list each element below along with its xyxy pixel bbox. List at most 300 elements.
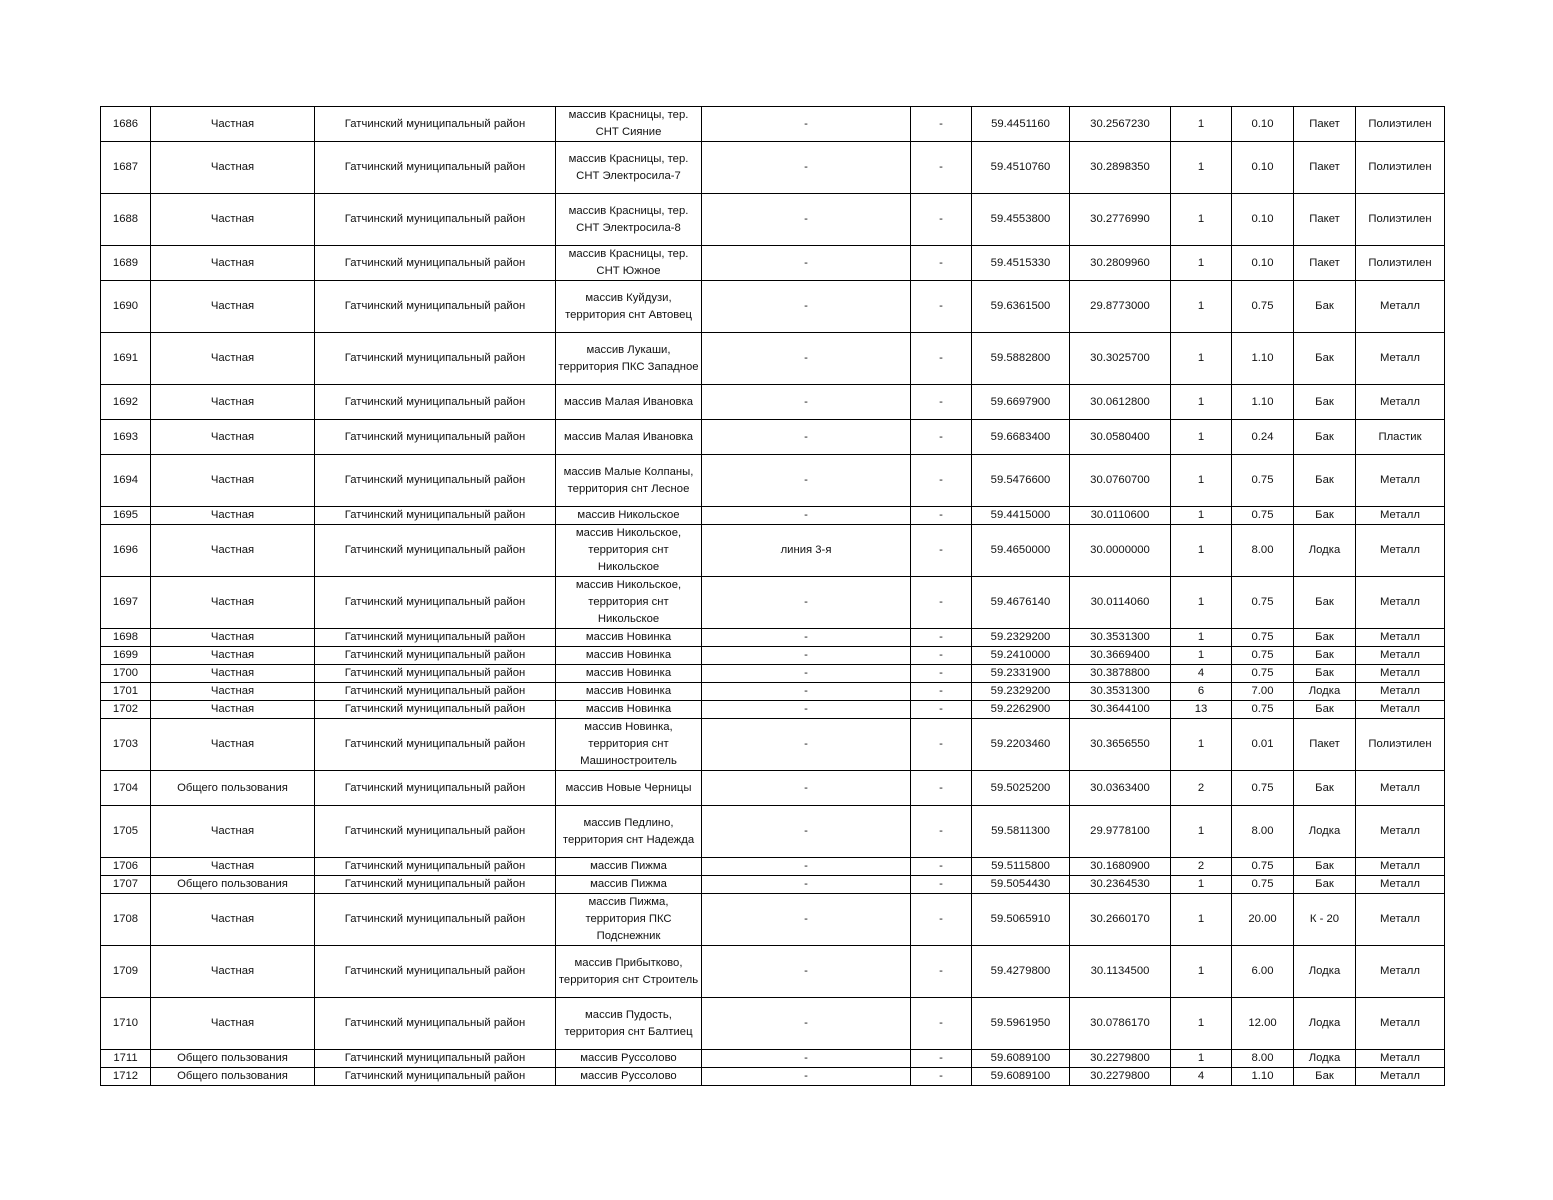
cell-longitude: 30.0580400 [1070, 420, 1171, 455]
cell-location: массив Красницы, тер. СНТ Южное [556, 246, 702, 281]
cell-container-count: 1 [1171, 577, 1232, 629]
table-row [101, 894, 1445, 946]
cell-container-volume: 8.00 [1232, 1050, 1294, 1068]
table-row [101, 858, 1445, 876]
cell-container-type: Бак [1294, 507, 1356, 525]
table-row [101, 647, 1445, 665]
table-body [101, 107, 1445, 1086]
table-row [101, 246, 1445, 281]
cell-row-number: 1702 [101, 701, 151, 719]
cell-district: Гатчинский муниципальный район [315, 647, 556, 665]
cell-district: Гатчинский муниципальный район [315, 806, 556, 858]
cell-container-type: Бак [1294, 385, 1356, 420]
cell-container-count: 1 [1171, 385, 1232, 420]
cell-street: - [702, 894, 911, 946]
cell-container-type: Лодка [1294, 525, 1356, 577]
cell-street: - [702, 858, 911, 876]
cell-latitude: 59.5882800 [972, 333, 1070, 385]
cell-location: массив Никольское, территория снт Никольское [556, 577, 702, 629]
cell-house: - [911, 1050, 972, 1068]
cell-house: - [911, 194, 972, 246]
cell-house: - [911, 946, 972, 998]
cell-house: - [911, 525, 972, 577]
cell-container-count: 1 [1171, 281, 1232, 333]
table-row [101, 333, 1445, 385]
cell-container-material: Металл [1356, 455, 1445, 507]
cell-ownership-type: Частная [151, 420, 315, 455]
table-row [101, 385, 1445, 420]
table-row [101, 107, 1445, 142]
cell-container-material: Металл [1356, 1050, 1445, 1068]
cell-container-type: Лодка [1294, 946, 1356, 998]
cell-latitude: 59.5115800 [972, 858, 1070, 876]
cell-ownership-type: Частная [151, 719, 315, 771]
cell-container-count: 4 [1171, 1068, 1232, 1086]
table-row [101, 876, 1445, 894]
cell-latitude: 59.4510760 [972, 142, 1070, 194]
cell-row-number: 1701 [101, 683, 151, 701]
cell-location: массив Куйдузи, территория снт Автовец [556, 281, 702, 333]
cell-longitude: 30.2660170 [1070, 894, 1171, 946]
cell-container-volume: 1.10 [1232, 1068, 1294, 1086]
cell-row-number: 1690 [101, 281, 151, 333]
cell-ownership-type: Частная [151, 683, 315, 701]
cell-district: Гатчинский муниципальный район [315, 876, 556, 894]
table-row [101, 525, 1445, 577]
cell-container-material: Металл [1356, 858, 1445, 876]
cell-container-type: Лодка [1294, 683, 1356, 701]
table-row [101, 683, 1445, 701]
cell-container-material: Полиэтилен [1356, 719, 1445, 771]
cell-house: - [911, 771, 972, 806]
cell-district: Гатчинский муниципальный район [315, 771, 556, 806]
cell-row-number: 1692 [101, 385, 151, 420]
cell-district: Гатчинский муниципальный район [315, 246, 556, 281]
cell-row-number: 1703 [101, 719, 151, 771]
cell-row-number: 1712 [101, 1068, 151, 1086]
cell-container-type: Бак [1294, 333, 1356, 385]
cell-container-material: Металл [1356, 683, 1445, 701]
cell-street: - [702, 281, 911, 333]
cell-latitude: 59.4676140 [972, 577, 1070, 629]
cell-location: массив Новинка, территория снт Машиностроитель [556, 719, 702, 771]
cell-longitude: 30.3669400 [1070, 647, 1171, 665]
cell-latitude: 59.6683400 [972, 420, 1070, 455]
cell-house: - [911, 1068, 972, 1086]
cell-container-count: 1 [1171, 420, 1232, 455]
cell-container-volume: 0.10 [1232, 142, 1294, 194]
cell-longitude: 30.0786170 [1070, 998, 1171, 1050]
cell-container-volume: 1.10 [1232, 385, 1294, 420]
cell-house: - [911, 246, 972, 281]
cell-house: - [911, 894, 972, 946]
cell-longitude: 30.2809960 [1070, 246, 1171, 281]
cell-ownership-type: Частная [151, 333, 315, 385]
cell-district: Гатчинский муниципальный район [315, 455, 556, 507]
cell-container-type: Бак [1294, 1068, 1356, 1086]
cell-ownership-type: Частная [151, 946, 315, 998]
table-row [101, 665, 1445, 683]
table-row [101, 701, 1445, 719]
cell-district: Гатчинский муниципальный район [315, 998, 556, 1050]
cell-longitude: 30.3656550 [1070, 719, 1171, 771]
cell-container-volume: 0.75 [1232, 858, 1294, 876]
cell-container-material: Полиэтилен [1356, 142, 1445, 194]
cell-container-volume: 0.75 [1232, 629, 1294, 647]
cell-district: Гатчинский муниципальный район [315, 142, 556, 194]
cell-container-volume: 0.75 [1232, 577, 1294, 629]
cell-house: - [911, 647, 972, 665]
cell-container-material: Металл [1356, 507, 1445, 525]
cell-container-type: Пакет [1294, 719, 1356, 771]
cell-latitude: 59.6089100 [972, 1068, 1070, 1086]
cell-container-volume: 0.24 [1232, 420, 1294, 455]
table-row [101, 946, 1445, 998]
table-row [101, 420, 1445, 455]
cell-street: - [702, 577, 911, 629]
cell-location: массив Малая Ивановка [556, 385, 702, 420]
cell-container-material: Металл [1356, 525, 1445, 577]
cell-container-count: 1 [1171, 525, 1232, 577]
cell-house: - [911, 806, 972, 858]
cell-container-volume: 20.00 [1232, 894, 1294, 946]
cell-container-count: 13 [1171, 701, 1232, 719]
cell-location: массив Руссолово [556, 1068, 702, 1086]
cell-latitude: 59.5811300 [972, 806, 1070, 858]
cell-container-count: 1 [1171, 246, 1232, 281]
cell-ownership-type: Общего пользования [151, 771, 315, 806]
cell-street: - [702, 647, 911, 665]
cell-ownership-type: Частная [151, 701, 315, 719]
cell-container-type: Бак [1294, 281, 1356, 333]
cell-district: Гатчинский муниципальный район [315, 1050, 556, 1068]
cell-street: - [702, 665, 911, 683]
cell-ownership-type: Частная [151, 281, 315, 333]
cell-row-number: 1695 [101, 507, 151, 525]
table-row [101, 507, 1445, 525]
cell-latitude: 59.5025200 [972, 771, 1070, 806]
cell-location: массив Пижма [556, 858, 702, 876]
cell-container-material: Пластик [1356, 420, 1445, 455]
cell-house: - [911, 629, 972, 647]
waste-sites-table [100, 106, 1445, 1086]
cell-longitude: 30.2364530 [1070, 876, 1171, 894]
cell-container-material: Металл [1356, 333, 1445, 385]
cell-container-volume: 0.75 [1232, 455, 1294, 507]
cell-house: - [911, 665, 972, 683]
cell-container-type: Бак [1294, 577, 1356, 629]
cell-ownership-type: Частная [151, 647, 315, 665]
cell-container-type: Бак [1294, 420, 1356, 455]
cell-street: - [702, 142, 911, 194]
cell-container-material: Металл [1356, 647, 1445, 665]
cell-row-number: 1686 [101, 107, 151, 142]
cell-street: - [702, 385, 911, 420]
table-row [101, 455, 1445, 507]
table-row [101, 1068, 1445, 1086]
cell-container-count: 2 [1171, 771, 1232, 806]
cell-longitude: 30.3878800 [1070, 665, 1171, 683]
cell-district: Гатчинский муниципальный район [315, 107, 556, 142]
cell-street: - [702, 1068, 911, 1086]
cell-container-count: 1 [1171, 998, 1232, 1050]
cell-container-material: Металл [1356, 281, 1445, 333]
cell-container-volume: 0.10 [1232, 107, 1294, 142]
cell-latitude: 59.4553800 [972, 194, 1070, 246]
cell-ownership-type: Частная [151, 665, 315, 683]
cell-location: массив Пудость, территория снт Балтиец [556, 998, 702, 1050]
table-row [101, 998, 1445, 1050]
cell-container-type: Бак [1294, 455, 1356, 507]
cell-container-material: Металл [1356, 1068, 1445, 1086]
cell-district: Гатчинский муниципальный район [315, 385, 556, 420]
cell-longitude: 30.1680900 [1070, 858, 1171, 876]
cell-container-volume: 6.00 [1232, 946, 1294, 998]
cell-location: массив Новинка [556, 701, 702, 719]
cell-street: - [702, 771, 911, 806]
cell-ownership-type: Общего пользования [151, 1068, 315, 1086]
cell-container-material: Металл [1356, 998, 1445, 1050]
cell-district: Гатчинский муниципальный район [315, 1068, 556, 1086]
cell-row-number: 1706 [101, 858, 151, 876]
cell-latitude: 59.5476600 [972, 455, 1070, 507]
cell-longitude: 30.0363400 [1070, 771, 1171, 806]
cell-latitude: 59.6361500 [972, 281, 1070, 333]
cell-container-volume: 0.01 [1232, 719, 1294, 771]
cell-location: массив Красницы, тер. СНТ Электросила-8 [556, 194, 702, 246]
cell-container-material: Металл [1356, 806, 1445, 858]
cell-latitude: 59.5054430 [972, 876, 1070, 894]
cell-ownership-type: Частная [151, 507, 315, 525]
cell-container-volume: 7.00 [1232, 683, 1294, 701]
cell-container-volume: 0.10 [1232, 246, 1294, 281]
cell-container-count: 1 [1171, 194, 1232, 246]
cell-longitude: 30.3025700 [1070, 333, 1171, 385]
cell-container-count: 1 [1171, 876, 1232, 894]
cell-latitude: 59.2262900 [972, 701, 1070, 719]
cell-street: - [702, 719, 911, 771]
cell-row-number: 1708 [101, 894, 151, 946]
cell-row-number: 1691 [101, 333, 151, 385]
cell-street: - [702, 455, 911, 507]
cell-ownership-type: Общего пользования [151, 1050, 315, 1068]
cell-house: - [911, 876, 972, 894]
cell-container-volume: 12.00 [1232, 998, 1294, 1050]
cell-district: Гатчинский муниципальный район [315, 683, 556, 701]
cell-house: - [911, 420, 972, 455]
cell-container-type: Бак [1294, 876, 1356, 894]
cell-latitude: 59.2203460 [972, 719, 1070, 771]
cell-ownership-type: Частная [151, 194, 315, 246]
cell-street: линия 3-я [702, 525, 911, 577]
cell-location: массив Педлино, территория снт Надежда [556, 806, 702, 858]
cell-container-volume: 0.75 [1232, 665, 1294, 683]
cell-district: Гатчинский муниципальный район [315, 946, 556, 998]
cell-container-type: Лодка [1294, 998, 1356, 1050]
cell-longitude: 29.9778100 [1070, 806, 1171, 858]
table-row [101, 806, 1445, 858]
cell-house: - [911, 385, 972, 420]
cell-container-type: Бак [1294, 701, 1356, 719]
cell-latitude: 59.4279800 [972, 946, 1070, 998]
cell-container-type: Пакет [1294, 246, 1356, 281]
cell-street: - [702, 683, 911, 701]
cell-row-number: 1707 [101, 876, 151, 894]
cell-longitude: 30.0612800 [1070, 385, 1171, 420]
cell-container-type: Бак [1294, 858, 1356, 876]
cell-house: - [911, 333, 972, 385]
cell-longitude: 30.2279800 [1070, 1050, 1171, 1068]
cell-container-count: 4 [1171, 665, 1232, 683]
cell-location: массив Никольское, территория снт Никольское [556, 525, 702, 577]
cell-location: массив Лукаши, территория ПКС Западное [556, 333, 702, 385]
cell-longitude: 30.3531300 [1070, 629, 1171, 647]
cell-container-count: 1 [1171, 647, 1232, 665]
cell-district: Гатчинский муниципальный район [315, 507, 556, 525]
cell-container-count: 1 [1171, 142, 1232, 194]
cell-longitude: 30.3531300 [1070, 683, 1171, 701]
cell-container-volume: 0.75 [1232, 647, 1294, 665]
cell-house: - [911, 719, 972, 771]
cell-house: - [911, 577, 972, 629]
cell-latitude: 59.2329200 [972, 683, 1070, 701]
cell-container-volume: 0.75 [1232, 876, 1294, 894]
cell-container-count: 6 [1171, 683, 1232, 701]
cell-ownership-type: Частная [151, 385, 315, 420]
cell-ownership-type: Частная [151, 894, 315, 946]
cell-container-material: Металл [1356, 771, 1445, 806]
cell-container-count: 2 [1171, 858, 1232, 876]
cell-row-number: 1694 [101, 455, 151, 507]
cell-ownership-type: Частная [151, 577, 315, 629]
cell-district: Гатчинский муниципальный район [315, 281, 556, 333]
cell-street: - [702, 629, 911, 647]
cell-ownership-type: Частная [151, 246, 315, 281]
cell-location: массив Красницы, тер. СНТ Электросила-7 [556, 142, 702, 194]
cell-house: - [911, 683, 972, 701]
cell-district: Гатчинский муниципальный район [315, 629, 556, 647]
table-row [101, 281, 1445, 333]
table-row [101, 194, 1445, 246]
cell-longitude: 30.2776990 [1070, 194, 1171, 246]
cell-row-number: 1711 [101, 1050, 151, 1068]
cell-latitude: 59.2331900 [972, 665, 1070, 683]
cell-ownership-type: Частная [151, 858, 315, 876]
cell-container-material: Металл [1356, 894, 1445, 946]
cell-street: - [702, 876, 911, 894]
cell-container-count: 1 [1171, 946, 1232, 998]
cell-row-number: 1705 [101, 806, 151, 858]
cell-latitude: 59.2410000 [972, 647, 1070, 665]
cell-location: массив Новинка [556, 647, 702, 665]
cell-container-material: Полиэтилен [1356, 246, 1445, 281]
cell-container-count: 1 [1171, 455, 1232, 507]
cell-container-type: Лодка [1294, 806, 1356, 858]
cell-street: - [702, 806, 911, 858]
cell-row-number: 1704 [101, 771, 151, 806]
cell-container-volume: 0.75 [1232, 771, 1294, 806]
cell-location: массив Руссолово [556, 1050, 702, 1068]
cell-container-count: 1 [1171, 894, 1232, 946]
cell-row-number: 1696 [101, 525, 151, 577]
cell-house: - [911, 142, 972, 194]
cell-district: Гатчинский муниципальный район [315, 719, 556, 771]
cell-location: массив Новинка [556, 629, 702, 647]
cell-longitude: 30.1134500 [1070, 946, 1171, 998]
cell-district: Гатчинский муниципальный район [315, 333, 556, 385]
cell-latitude: 59.2329200 [972, 629, 1070, 647]
table-row [101, 1050, 1445, 1068]
cell-ownership-type: Частная [151, 806, 315, 858]
cell-container-volume: 8.00 [1232, 525, 1294, 577]
cell-container-count: 1 [1171, 719, 1232, 771]
cell-row-number: 1698 [101, 629, 151, 647]
cell-ownership-type: Частная [151, 142, 315, 194]
cell-container-volume: 0.10 [1232, 194, 1294, 246]
cell-row-number: 1687 [101, 142, 151, 194]
cell-location: массив Прибытково, территория снт Строитель [556, 946, 702, 998]
cell-container-volume: 0.75 [1232, 701, 1294, 719]
cell-district: Гатчинский муниципальный район [315, 194, 556, 246]
cell-house: - [911, 455, 972, 507]
cell-street: - [702, 946, 911, 998]
cell-container-material: Полиэтилен [1356, 107, 1445, 142]
cell-longitude: 30.0110600 [1070, 507, 1171, 525]
cell-container-type: Пакет [1294, 142, 1356, 194]
cell-street: - [702, 194, 911, 246]
cell-container-type: Пакет [1294, 194, 1356, 246]
cell-location: массив Пижма [556, 876, 702, 894]
cell-house: - [911, 107, 972, 142]
cell-location: массив Малые Колпаны, территория снт Лесное [556, 455, 702, 507]
cell-longitude: 30.3644100 [1070, 701, 1171, 719]
cell-ownership-type: Частная [151, 455, 315, 507]
cell-location: массив Новинка [556, 665, 702, 683]
cell-container-type: Пакет [1294, 107, 1356, 142]
cell-container-volume: 0.75 [1232, 281, 1294, 333]
cell-container-type: К - 20 [1294, 894, 1356, 946]
cell-longitude: 30.2279800 [1070, 1068, 1171, 1086]
cell-row-number: 1697 [101, 577, 151, 629]
cell-street: - [702, 507, 911, 525]
cell-district: Гатчинский муниципальный район [315, 420, 556, 455]
cell-district: Гатчинский муниципальный район [315, 577, 556, 629]
cell-latitude: 59.5065910 [972, 894, 1070, 946]
cell-row-number: 1693 [101, 420, 151, 455]
cell-street: - [702, 107, 911, 142]
cell-container-material: Металл [1356, 385, 1445, 420]
cell-location: массив Красницы, тер. СНТ Сияние [556, 107, 702, 142]
cell-district: Гатчинский муниципальный район [315, 701, 556, 719]
cell-location: массив Новые Черницы [556, 771, 702, 806]
cell-street: - [702, 246, 911, 281]
table-row [101, 629, 1445, 647]
cell-container-type: Бак [1294, 629, 1356, 647]
cell-house: - [911, 281, 972, 333]
cell-location: массив Новинка [556, 683, 702, 701]
cell-street: - [702, 1050, 911, 1068]
cell-container-material: Металл [1356, 701, 1445, 719]
cell-ownership-type: Общего пользования [151, 876, 315, 894]
cell-row-number: 1710 [101, 998, 151, 1050]
cell-district: Гатчинский муниципальный район [315, 894, 556, 946]
cell-row-number: 1709 [101, 946, 151, 998]
cell-container-material: Полиэтилен [1356, 194, 1445, 246]
cell-longitude: 29.8773000 [1070, 281, 1171, 333]
cell-location: массив Малая Ивановка [556, 420, 702, 455]
cell-container-type: Лодка [1294, 1050, 1356, 1068]
cell-ownership-type: Частная [151, 998, 315, 1050]
